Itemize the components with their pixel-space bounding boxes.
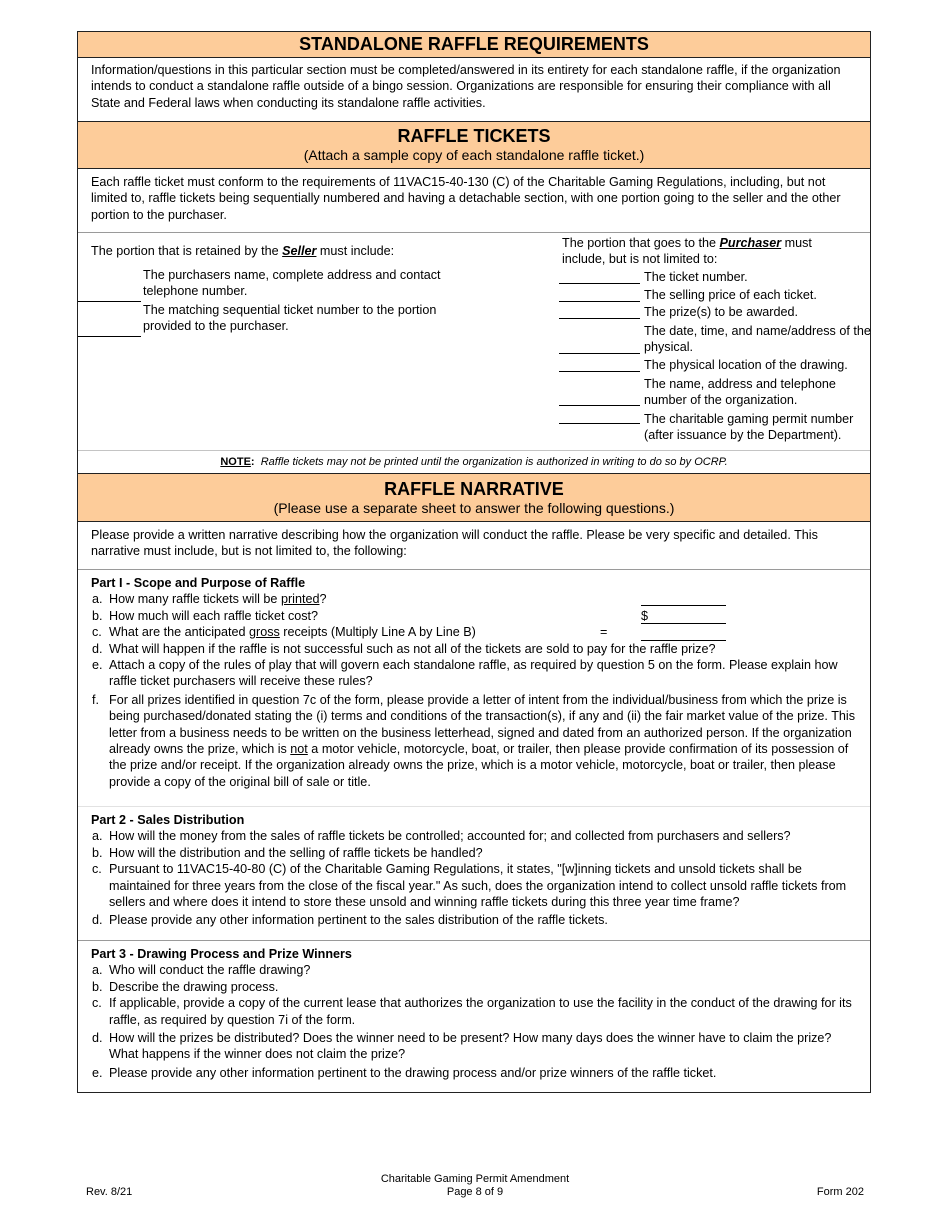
- tickets-intro-section: [78, 169, 870, 233]
- tickets-printed-field[interactable]: [641, 605, 726, 606]
- purchaser-item-6: The name, address and telephone number of the organization.: [644, 377, 836, 408]
- form-frame: [77, 31, 871, 1093]
- part3-item-c: c. If applicable, provide a copy of the current lease that authorizes the organization to use the facility in the conduct of the drawing for its raffle, as required by question 7i of the form.: [92, 996, 852, 1027]
- standalone-intro: Information/questions in this particular section must be completed/answered in its entirety for each standalone raffle, if the organization intends to conduct a standalone raffle outside of a bingo session. Organizations are responsible for ensuring their compliance with all State and Federal laws when conducting its standalone raffle activities.: [91, 63, 841, 110]
- purchaser-item-5: The physical location of the drawing.: [644, 358, 848, 372]
- part2-item-b: b. How will the distribution and the selling of raffle tickets be handled?: [92, 845, 483, 860]
- purchaser-item-4: The date, time, and name/address of the physical.: [644, 324, 871, 355]
- note-text: Raffle tickets may not be printed until the organization is authorized in writing to do so by OCRP.: [260, 456, 728, 468]
- tickets-header: [78, 122, 870, 169]
- seller-check-blank-2[interactable]: [78, 336, 141, 337]
- seller-check-blank-1[interactable]: [78, 301, 141, 302]
- narrative-subtitle: (Please use a separate sheet to answer the following questions.): [273, 500, 675, 516]
- purchaser-heading: The portion that goes to the Purchaser must include, but is not limited to:: [562, 236, 812, 267]
- part1-section: [78, 570, 870, 807]
- part1-item-c: c. What are the anticipated gross receipts (Multiply Line A by Line B) =: [78, 624, 870, 640]
- narrative-header: [78, 474, 870, 522]
- part1-item-f: f. For all prizes identified in question 7c of the form, please provide a letter of intent from the individual/business from which the prize is being purchased/donated stating the (i) terms and conditions of the transaction(s), if any and (ii) the fair market value of the prize. This letter from a business needs to be written on the business letterhead, signed and dated from an authorized person. If the organization already owns the prize, which is not a motor vehicle, motorcycle, boat, or trailer, then please provide confirmation of its possession of the prize and/or receipt. If the organization already owns the prize, which is a motor vehicle, motorcycle, boat or trailer, then please provide a copy of the original bill of sale or title.: [92, 692, 855, 789]
- narrative-intro: Please provide a written narrative describing how the organization will conduct the raffle. Please be very specific and detailed. This narrative must include, but is not limited to, the following:: [91, 528, 818, 559]
- purchaser-check-blank-1[interactable]: [559, 283, 640, 284]
- gross-receipts-field[interactable]: [641, 624, 726, 641]
- ticket-portions-section: [78, 233, 870, 451]
- part1-item-a: a. How many raffle tickets will be printed?: [78, 591, 870, 607]
- standalone-title: STANDALONE RAFFLE REQUIREMENTS: [299, 34, 649, 54]
- part2-section: [78, 807, 870, 941]
- part1-item-b: b. How much will each raffle ticket cost? $: [78, 608, 870, 624]
- part2-item-a: a. How will the money from the sales of raffle tickets be controlled; accounted for; and collected from purchasers and sellers?: [92, 829, 791, 844]
- part3-item-b: b. Describe the drawing process.: [92, 979, 279, 994]
- standalone-intro-section: [78, 58, 870, 122]
- seller-item-1: The purchasers name, complete address and contact telephone number.: [143, 268, 441, 299]
- purchaser-check-blank-3[interactable]: [559, 318, 640, 319]
- purchaser-item-7: The charitable gaming permit number (after issuance by the Department).: [644, 412, 854, 443]
- purchaser-check-blank-2[interactable]: [559, 301, 640, 302]
- purchaser-item-1: The ticket number.: [644, 270, 748, 284]
- seller-heading: The portion that is retained by the Seller must include:: [91, 244, 395, 258]
- seller-word: Seller: [282, 244, 317, 258]
- standalone-header: [78, 32, 870, 58]
- part3-title: Part 3 - Drawing Process and Prize Winners: [91, 947, 352, 961]
- footer-form-number: Form 202: [816, 1186, 864, 1198]
- part3-item-e: e. Please provide any other information pertinent to the drawing process and/or prize winners of the raffle ticket.: [92, 1065, 717, 1080]
- part1-item-e: e. Attach a copy of the rules of play that will govern each standalone raffle, as required by question 5 on the form. Please explain how raffle ticket purchasers will receive these rules?: [92, 658, 838, 689]
- part3-section: [78, 941, 870, 1081]
- footer-center: [325, 1173, 625, 1199]
- tickets-subtitle: (Attach a sample copy of each standalone raffle ticket.): [303, 147, 645, 163]
- equals-sign: =: [600, 625, 608, 640]
- narrative-title: RAFFLE NARRATIVE: [384, 479, 564, 499]
- purchaser-check-blank-7[interactable]: [559, 423, 640, 424]
- seller-item-2: The matching sequential ticket number to the portion provided to the purchaser.: [143, 303, 437, 334]
- narrative-intro-section: [78, 522, 870, 570]
- part1-item-d: d. What will happen if the raffle is not successful such as not all of the tickets are sold to pay for the raffle prize?: [92, 641, 716, 656]
- note-label: NOTE: [220, 456, 251, 468]
- footer-form-title: Charitable Gaming Permit Amendment: [380, 1173, 570, 1185]
- part2-item-c: c. Pursuant to 11VAC15-40-80 (C) of the Charitable Gaming Regulations, it states, "[w]inning tickets and unsold tickets shall be maintained for three years from the close of the fiscal year." As such, does the organization intend to collect unsold raffle tickets from sellers and where does it intend to store these unsold and winning raffle tickets during this three year time frame?: [92, 862, 847, 910]
- purchaser-item-2: The selling price of each ticket.: [644, 288, 817, 302]
- part3-item-a: a. Who will conduct the raffle drawing?: [92, 963, 311, 978]
- purchaser-item-3: The prize(s) to be awarded.: [644, 305, 798, 319]
- part3-item-d: d. How will the prizes be distributed? Does the winner need to be present? How many days does the winner have to claim the prize? What happens if the winner does not claim the prize?: [92, 1031, 832, 1062]
- purchaser-check-blank-4[interactable]: [559, 353, 640, 354]
- note-row: NOTE: Raffle tickets may not be printed until the organization is authorized in writing to do so by OCRP.: [78, 451, 870, 474]
- purchaser-check-blank-6[interactable]: [559, 405, 640, 406]
- part2-item-d: d. Please provide any other information pertinent to the sales distribution of the raffle tickets.: [92, 913, 608, 928]
- ticket-cost-field[interactable]: [641, 608, 726, 624]
- tickets-intro: Each raffle ticket must conform to the requirements of 11VAC15-40-130 (C) of the Charitable Gaming Regulations, including, but not limited to, raffle tickets being sequentially numbered and having a detachable section, with one portion going to the seller and the other portion to the purchaser.: [91, 175, 841, 222]
- purchaser-check-blank-5[interactable]: [559, 371, 640, 372]
- purchaser-word: Purchaser: [719, 236, 782, 250]
- footer-revision: Rev. 8/21: [86, 1186, 133, 1198]
- footer-page-number: Page 8 of 9: [446, 1186, 504, 1198]
- currency-symbol: $: [641, 608, 649, 623]
- tickets-title: RAFFLE TICKETS: [397, 126, 551, 146]
- part2-title: Part 2 - Sales Distribution: [91, 813, 245, 827]
- part1-title: Part I - Scope and Purpose of Raffle: [91, 576, 306, 590]
